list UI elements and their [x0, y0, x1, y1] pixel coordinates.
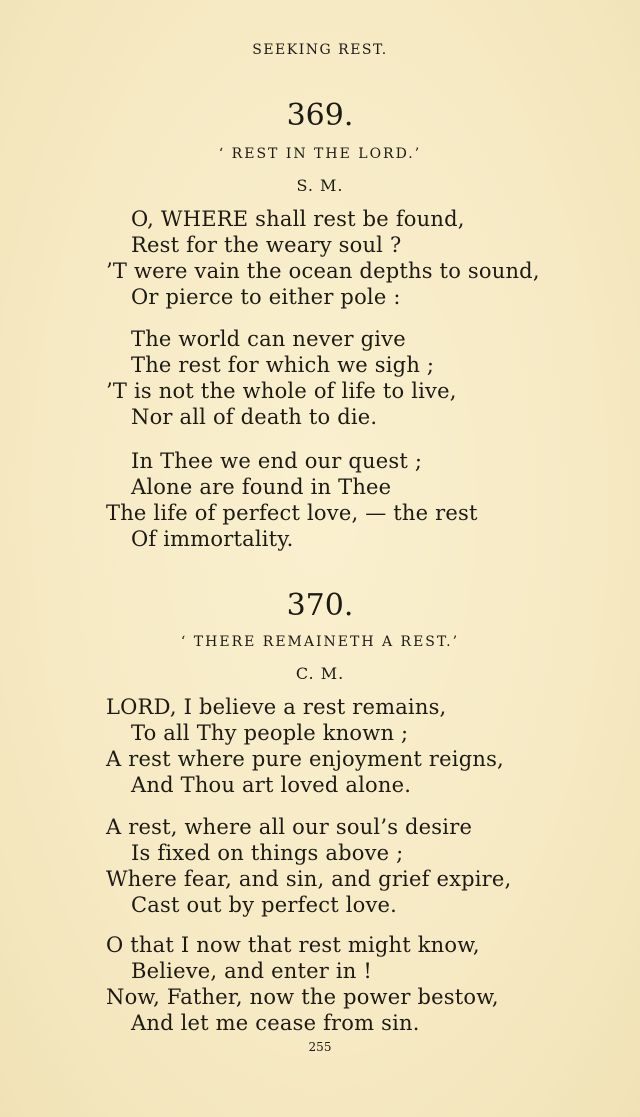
verse-line: Now, Father, now the power bestow,: [106, 985, 499, 1009]
verse-line: ’T were vain the ocean depths to sound,: [106, 259, 540, 283]
page-number: 255: [308, 1040, 332, 1054]
verse-line: And Thou art loved alone.: [131, 773, 412, 797]
verse-line: A rest where pure enjoyment reigns,: [106, 747, 504, 771]
verse-line: LORD, I believe a rest remains,: [106, 695, 447, 719]
hymn-meter: C. M.: [295, 664, 345, 683]
hymn-title: ‘ THERE REMAINETH A REST.’: [180, 634, 460, 650]
running-head: SEEKING REST.: [252, 42, 388, 58]
verse-line: Where fear, and sin, and grief expire,: [106, 867, 512, 891]
verse-line: Of immortality.: [131, 527, 294, 551]
verse-line: ’T is not the whole of life to live,: [106, 379, 457, 403]
verse-line: In Thee we end our quest ;: [131, 449, 423, 473]
verse-line: Rest for the weary soul ?: [131, 233, 402, 257]
verse-line: A rest, where all our soul’s desire: [106, 815, 473, 839]
hymn-number: 369.: [286, 98, 354, 133]
verse-line: The rest for which we sigh ;: [131, 353, 435, 377]
verse-line: O that I now that rest might know,: [106, 933, 480, 957]
verse-line: To all Thy people known ;: [131, 721, 409, 745]
verse-line: O, WHERE shall rest be found,: [131, 207, 465, 231]
hymn-number: 370.: [286, 588, 354, 623]
verse-line: The world can never give: [131, 327, 406, 351]
verse-line: Cast out by perfect love.: [131, 893, 398, 917]
verse-line: Or pierce to either pole :: [131, 285, 401, 309]
verse-line: Believe, and enter in !: [131, 959, 373, 983]
verse-line: Nor all of death to die.: [131, 405, 378, 429]
verse-line: And let me cease from sin.: [131, 1011, 420, 1035]
hymn-meter: S. M.: [296, 176, 344, 195]
verse-line: The life of perfect love, — the rest: [106, 501, 478, 525]
hymn-title: ‘ REST IN THE LORD.’: [218, 146, 422, 162]
verse-line: Alone are found in Thee: [131, 475, 392, 499]
verse-line: Is fixed on things above ;: [131, 841, 404, 865]
